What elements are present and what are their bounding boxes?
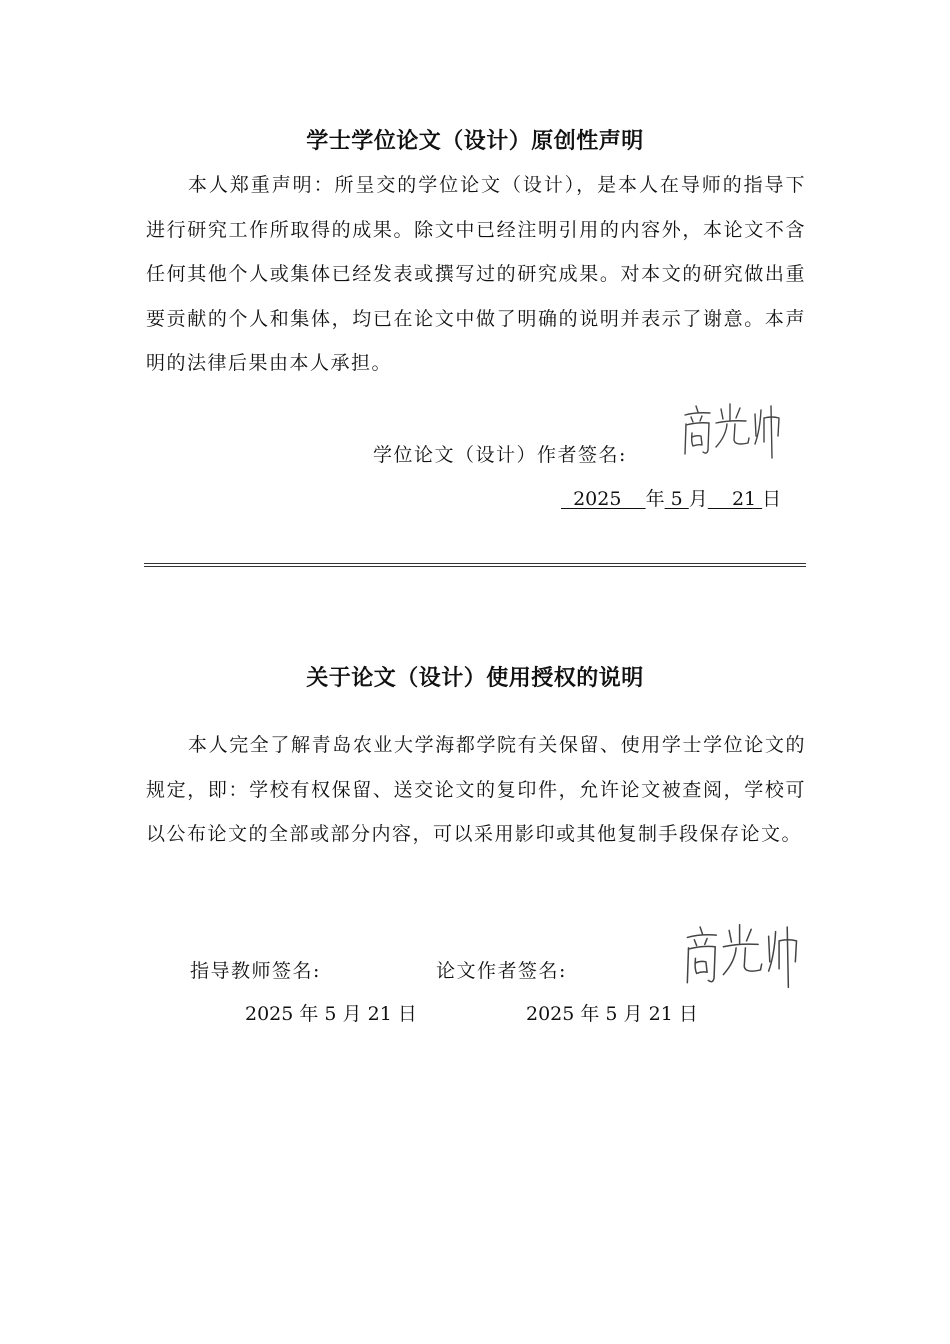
originality-date xyxy=(561,484,781,511)
year-suffix: 年 xyxy=(645,488,665,510)
author-date: 2025 年 5 月 21 日 xyxy=(526,1003,698,1025)
originality-signature xyxy=(680,400,785,462)
handwritten-signature-icon xyxy=(680,400,785,462)
originality-signature-label: 学位论文（设计）作者签名: xyxy=(373,444,627,466)
day-suffix: 日 xyxy=(762,488,782,510)
section-divider-top xyxy=(144,563,806,564)
originality-date-year: 2025 xyxy=(561,488,646,510)
month-suffix: 月 xyxy=(688,488,708,510)
originality-date-day: 21 xyxy=(707,488,763,510)
author-signature-label: 论文作者签名: xyxy=(436,960,567,982)
section-divider-bottom xyxy=(144,566,806,567)
authorization-body: 本人完全了解青岛农业大学海都学院有关保留、使用学士学位论文的规定，即：学校有权保留、送交论文的复印件，允许论文被查阅，学校可以公布论文的全部或部分内容，可以采用影印或其他复制手段保存论文。 xyxy=(146,734,806,845)
originality-body: 本人郑重声明：所呈交的学位论文（设计），是本人在导师的指导下进行研究工作所取得的成果。除文中已经注明引用的内容外，本论文不含任何其他个人或集体已经发表或撰写过的研究成果。对本文的研究做出重要贡献的个人和集体，均已在论文中做了明确的说明并表示了谢意。本声明的法律后果由本人承担。 xyxy=(146,174,806,374)
handwritten-signature-icon xyxy=(680,920,805,992)
author-signature xyxy=(680,920,805,992)
originality-date-month: 5 xyxy=(664,488,689,510)
advisor-signature-label: 指导教师签名: xyxy=(190,960,321,982)
advisor-date: 2025 年 5 月 21 日 xyxy=(245,1003,417,1025)
originality-title: 学士学位论文（设计）原创性声明 xyxy=(306,129,644,154)
authorization-title: 关于论文（设计）使用授权的说明 xyxy=(306,666,644,691)
